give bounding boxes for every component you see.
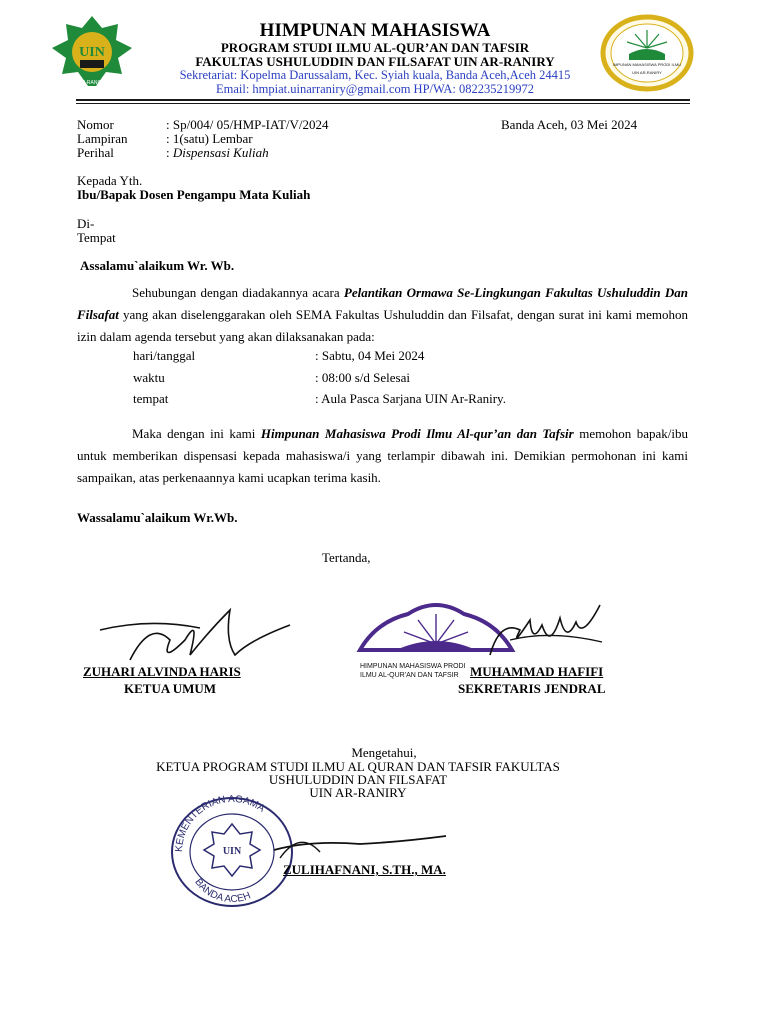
mengetahui-label: Mengetahui, [351,745,417,760]
perihal-value: Dispensasi Kuliah [172,145,269,160]
svg-text:UIN AR-RANIRY: UIN AR-RANIRY [632,70,662,75]
signature-right [470,600,610,662]
hmp-logo-right [599,14,695,92]
svg-text:KEMENTERIAN AGAMA: KEMENTERIAN AGAMA [173,793,267,853]
kop-faculty: FAKULTAS USHULUDDIN DAN FILSAFAT UIN AR-RANIRY [195,54,555,69]
perihal-field [166,145,269,160]
kop-title: HIMPUNAN MAHASISWA [259,20,491,41]
mengetahui-line1: KETUA PROGRAM STUDI ILMU AL QURAN DAN TAFSIR FAKULTAS [156,759,560,774]
signer-left-name: ZUHARI ALVINDA HARIS [83,664,241,679]
body-paragraph-2 [77,423,688,489]
letter-date: Banda Aceh, 03 Mei 2024 [501,117,638,132]
svg-text:AR-RANIRY: AR-RANIRY [78,80,106,86]
body2-pre: Maka dengan ini kami [132,426,261,441]
detail-value-time: : 08:00 s/d Selesai [315,370,410,385]
lampiran-label: Lampiran [77,131,128,146]
kop-program: PROGRAM STUDI ILMU AL-QUR’AN DAN TAFSIR [220,40,530,55]
signer-right-name: MUHAMMAD HAFIFI [470,664,604,679]
org-name: Himpunan Mahasiswa Prodi Ilmu Al-qur’an dan Tafsir [260,426,574,441]
signer-right-role: SEKRETARIS JENDRAL [458,681,606,696]
closing: Wassalamu`alaikum Wr.Wb. [77,510,238,525]
svg-text:UIN: UIN [222,846,242,857]
kop-divider-thin [76,103,690,104]
svg-text:BANDA ACEH: BANDA ACEH [192,876,253,906]
svg-text:ILMU AL-QUR'AN DAN TAFSIR: ILMU AL-QUR'AN DAN TAFSIR [360,672,459,679]
lampiran-value: : 1(satu) Lembar [166,131,253,146]
svg-text:IMPUNAN MAHASISWA PRODI ILMU: IMPUNAN MAHASISWA PRODI ILMU [612,62,682,67]
greeting: Assalamu`alaikum Wr. Wb. [80,258,235,273]
kop-address: Sekretariat: Kopelma Darussalam, Kec. Syiah kuala, Banda Aceh,Aceh 24415 [179,68,571,82]
tempat-label: Tempat [77,230,116,245]
kaprodi-name: ZULIHAFNANI, S.TH., MA. [283,862,446,877]
uin-logo-left [44,14,140,88]
body1-pre: Sehubungan dengan diadakannya acara [132,285,344,300]
detail-value-place: : Aula Pasca Sarjana UIN Ar-Raniry. [315,391,506,406]
body2-post: memohon bapak/ibu untuk memberikan dispensasi kepada mahasiswa/i yang terlampir dibawah ini. Demikian permohonan ini kami sampaikan, atas perkenaannya kami ucapkan terima kasih. [77,426,688,485]
recipient-name: Ibu/Bapak Dosen Pengampu Mata Kuliah [77,187,311,202]
kepada-yth: Kepada Yth. [77,173,143,188]
svg-text:UIN: UIN [79,45,105,60]
nomor-value: : Sp/004/ 05/HMP-IAT/V/2024 [166,117,329,132]
nomor-label: Nomor [77,117,114,132]
perihal-colon: : [166,145,173,160]
mengetahui-line2: USHULUDDIN DAN FILSAFAT [268,772,448,787]
kop-contact: Email: hmpiat.uinarraniry@gmail.com HP/WA: 082235219972 [215,82,535,96]
mengetahui-line3: UIN AR-RANIRY [309,785,407,800]
di-label: Di- [77,216,95,231]
signer-left-role: KETUA UMUM [124,681,217,696]
detail-label-time: waktu [133,370,165,385]
detail-label-date: hari/tanggal [133,348,196,363]
tertanda: Tertanda, [322,550,371,565]
body1-post: yang akan diselenggarakan oleh SEMA Fakultas Ushuluddin dan Filsafat, dengan surat ini kami memohon izin dalam agenda tersebut yang akan dilaksanakan pada: [77,307,688,344]
perihal-label: Perihal [77,145,114,160]
svg-text:HIMPUNAN MAHASISWA PRODI: HIMPUNAN MAHASISWA PRODI [360,663,466,670]
detail-label-place: tempat [133,391,169,406]
signature-left [90,600,300,670]
kop-divider-thick [76,99,690,101]
body-paragraph-1 [77,282,688,348]
detail-value-date: : Sabtu, 04 Mei 2024 [315,348,425,363]
event-name: Pelantikan Ormawa Se-Lingkungan Fakultas Ushuluddin Dan Filsafat [77,285,688,322]
